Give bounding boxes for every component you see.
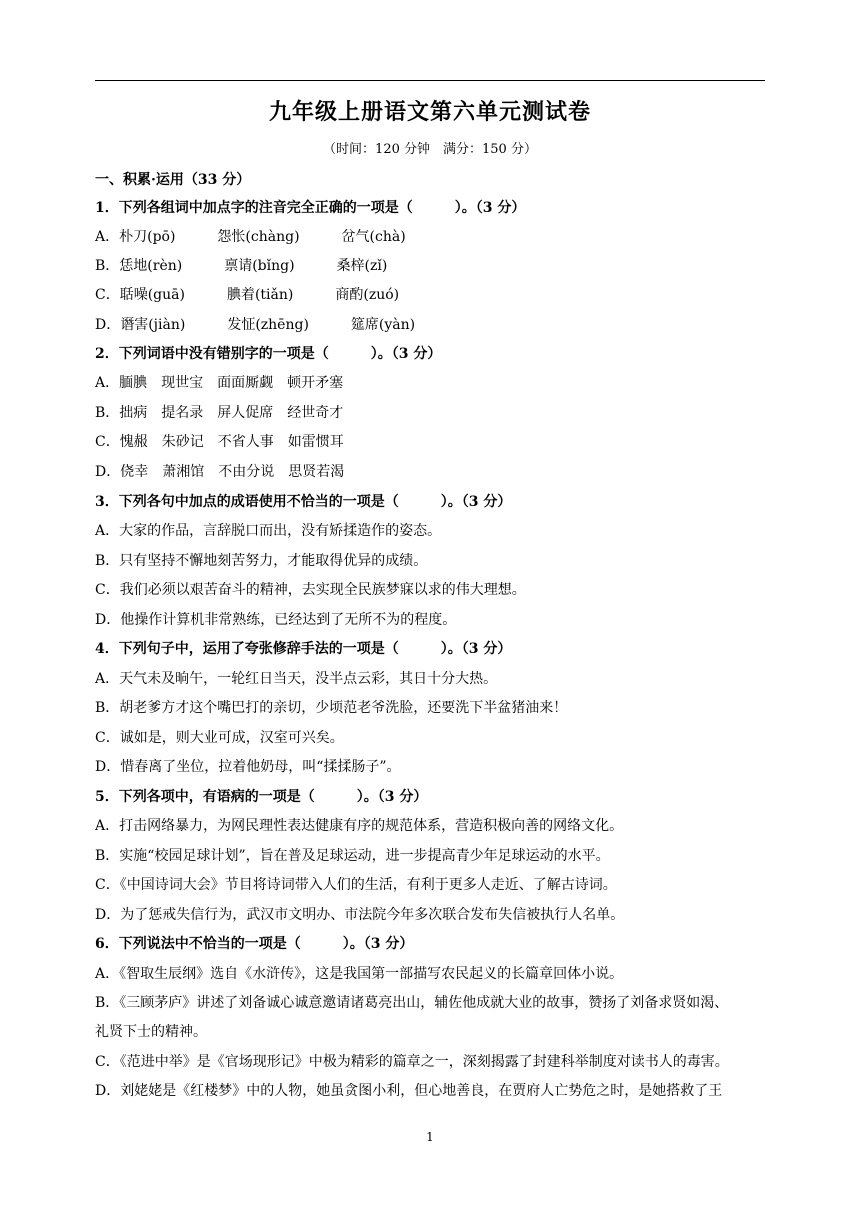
option-6b-continued: 礼贤下士的精神。	[95, 1024, 207, 1040]
option-6a: A．《智取生辰纲》选自《水浒传》，这是我国第一部描写农民起义的长篇章回体小说。	[95, 966, 624, 982]
question-1: 1．下列各组词中加点字的注音完全正确的一项是（ ）。（3 分）	[95, 200, 526, 216]
option-4a: A．天气未及晌午，一轮红日当天，没半点云彩，其日十分大热。	[95, 671, 498, 687]
question-2: 2．下列词语中没有错别字的一项是（ ）。（3 分）	[95, 346, 442, 362]
option-1a: A．朴刀(pō) 怨怅(chàng) 岔气(chà)	[95, 229, 406, 245]
option-6d: D．刘姥姥是《红楼梦》中的人物，她虽贪图小利，但心地善良，在贾府人亡势危之时，是她搭救了王	[95, 1083, 723, 1099]
option-5a: A．打击网络暴力，为网民理性表达健康有序的规范体系，营造积极向善的网络文化。	[95, 818, 624, 834]
option-2a: A．腼腆 现世宝 面面厮觑 顿开矛塞	[95, 375, 344, 391]
page-title: 九年级上册语文第六单元测试卷	[268, 99, 591, 125]
option-3d: D．他操作计算机非常熟练，已经达到了无所不为的程度。	[95, 612, 457, 628]
option-2b: B．拙病 提名录 屏人促席 经世奇才	[95, 405, 344, 421]
option-5c: C．《中国诗词大会》节目将诗词带入人们的生活，有利于更多人走近、了解古诗词。	[95, 877, 617, 893]
question-3: 3．下列各句中加点的成语使用不恰当的一项是（ ）。（3 分）	[95, 494, 512, 510]
option-4b: B．胡老爹方才这个嘴巴打的亲切，少顷范老爷洗脸，还要洗下半盆猪油来！	[95, 700, 568, 716]
option-3b: B．只有坚持不懈地刻苦努力，才能取得优异的成绩。	[95, 553, 428, 569]
exam-info: （时间：120 分钟 满分：150 分）	[323, 142, 537, 157]
option-3c: C．我们必须以艰苦奋斗的精神，去实现全民族梦寐以求的伟大理想。	[95, 582, 526, 598]
question-5: 5．下列各项中，有语病的一项是（ ）。（3 分）	[95, 789, 428, 805]
page-number: 1	[426, 1130, 434, 1144]
option-4c: C．诚如是，则大业可成，汉室可兴矣。	[95, 730, 344, 746]
option-5b: B．实施“校园足球计划”，旨在普及足球运动，进一步提高青少年足球运动的水平。	[95, 848, 610, 864]
header-rule	[95, 80, 765, 81]
question-4: 4．下列句子中，运用了夸张修辞手法的一项是（ ）。（3 分）	[95, 641, 512, 657]
section-heading: 一、积累·运用（33 分）	[95, 172, 251, 188]
option-4d: D．惜春离了坐位，拉着他奶母，叫“揉揉肠子”。	[95, 759, 401, 775]
option-6b: B．《三顾茅庐》讲述了刘备诚心诚意邀请诸葛亮出山，辅佐他成就大业的故事，赞扬了刘备求贤如渴、	[95, 995, 729, 1011]
option-5d: D．为了惩戒失信行为，武汉市文明办、市法院今年多次联合发布失信被执行人名单。	[95, 907, 625, 923]
question-6: 6．下列说法中不恰当的一项是（ ）。（3 分）	[95, 936, 414, 952]
option-6c: C．《范进中举》是《官场现形记》中极为精彩的篇章之一，深刻揭露了封建科举制度对读书人的毒害。	[95, 1054, 729, 1070]
option-1b: B．恁地(rèn) 禀请(bǐng) 桑梓(zǐ)	[95, 258, 388, 274]
option-2c: C．愧赧 朱砂记 不省人事 如雷惯耳	[95, 434, 344, 450]
option-1c: C．聒噪(guā) 腆着(tiǎn) 商酌(zuó)	[95, 287, 400, 303]
option-2d: D．侥幸 萧湘馆 不由分说 思贤若渴	[95, 464, 345, 480]
option-3a: A．大家的作品，言辞脱口而出，没有矫揉造作的姿态。	[95, 523, 442, 539]
option-1d: D．谮害(jiàn) 发怔(zhēng) 筵席(yàn)	[95, 317, 416, 333]
